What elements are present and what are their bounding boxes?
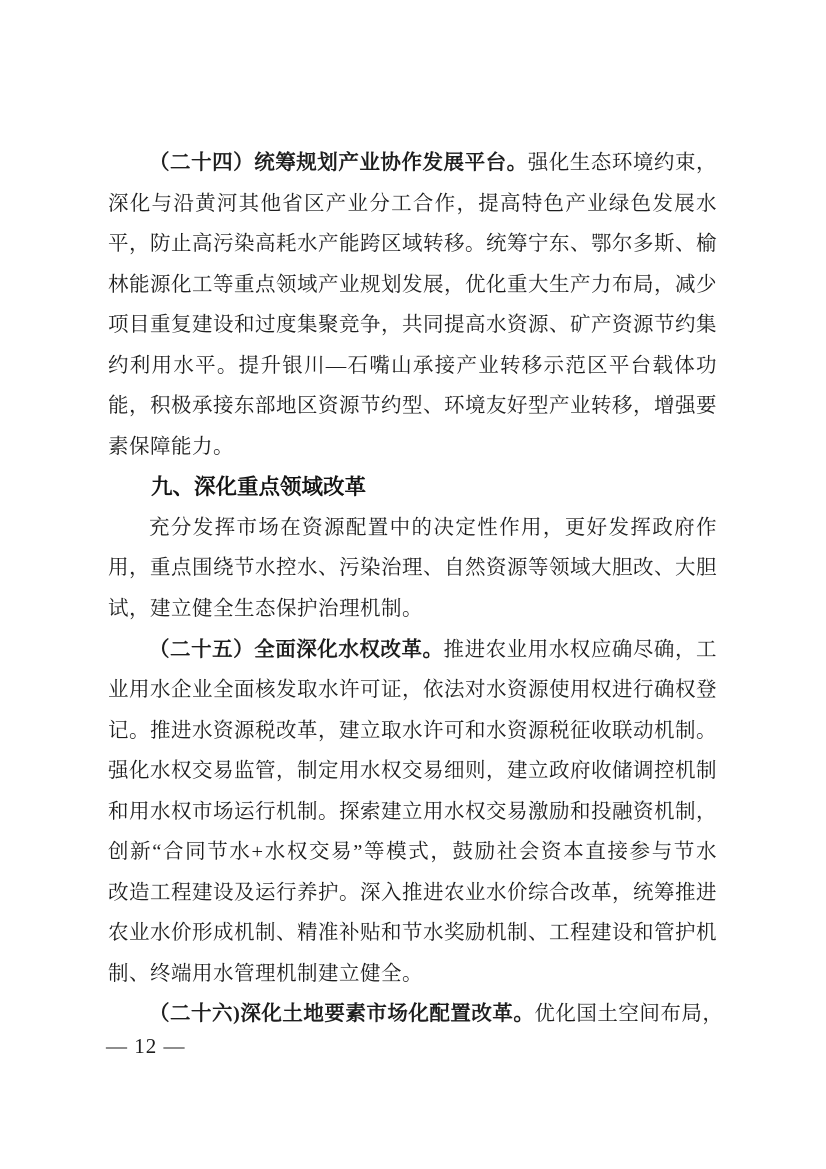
paragraph-lead-bold: （二十六)深化土地要素市场化配置改革。 [149, 1003, 535, 1026]
text-line [108, 346, 717, 387]
paragraph-text: 平，防止高污染高耗水产能跨区域转移。统筹宁东、鄂尔多斯、榆 [108, 233, 717, 256]
para-market-decisive-role [108, 508, 717, 630]
text-line [108, 913, 717, 954]
paragraph-text: 项目重复建设和过度集聚竞争，共同提高水资源、矿产资源节约集 [108, 314, 717, 337]
text-line [108, 954, 717, 995]
text-line [108, 305, 717, 346]
text-line [108, 792, 717, 833]
paragraph-text: 强化水权交易监管，制定用水权交易细则，建立政府收储调控机制 [108, 760, 717, 783]
paragraph-text: 试，建立健全生态保护治理机制。 [108, 598, 423, 621]
text-line [108, 711, 717, 752]
text-line [108, 670, 717, 711]
paragraph-text: 林能源化工等重点领域产业规划发展，优化重大生产力布局，减少 [108, 273, 717, 296]
text-line [108, 751, 717, 792]
text-line [108, 873, 717, 914]
section-heading-9: 九、深化重点领域改革 [151, 475, 367, 500]
text-line [108, 224, 717, 265]
paragraph-text: 深化与沿黄河其他省区产业分工合作，提高特色产业绿色发展水 [108, 192, 717, 215]
text-line [108, 184, 717, 225]
text-line [108, 143, 717, 184]
paragraph-lead-bold: （二十四）统筹规划产业协作发展平台。 [149, 152, 528, 174]
text-line [108, 386, 717, 427]
text-line [108, 832, 717, 873]
paragraph-text: 用，重点围绕节水控水、污染治理、自然资源等领域大胆改、大胆 [108, 557, 717, 580]
paragraph-text: 改造工程建设及运行养护。深入推进农业水价综合改革，统筹推进 [108, 881, 717, 904]
text-line [108, 994, 724, 1035]
paragraph-text: 业用水企业全面核发取水许可证，依法对水资源使用权进行确权登 [108, 679, 717, 702]
paragraph-text: 约利用水平。提升银川—石嘴山承接产业转移示范区平台载体功 [108, 354, 717, 377]
page-number: — 12 — [106, 1034, 186, 1058]
text-line [108, 508, 717, 549]
paragraph-text: 充分发挥市场在资源配置中的决定性作用，更好发挥政府作 [149, 516, 717, 539]
para-item-24 [108, 143, 717, 467]
para-item-26 [108, 994, 724, 1035]
paragraph-lead-bold: （二十五）全面深化水权改革。 [149, 638, 444, 661]
paragraph-text: 创新“合同节水+水权交易”等模式，鼓励社会资本直接参与节水 [108, 841, 717, 864]
paragraph-text: 素保障能力。 [108, 435, 234, 458]
text-line [108, 265, 717, 306]
paragraph-text: 记。推进水资源税改革，建立取水许可和水资源税征收联动机制。 [108, 719, 717, 742]
paragraph-text: 能，积极承接东部地区资源节约型、环境友好型产业转移，增强要 [108, 395, 717, 418]
text-line [108, 589, 717, 630]
text-line [108, 427, 717, 468]
body-text [108, 143, 724, 1035]
text-line [108, 548, 717, 589]
text-line [108, 630, 717, 671]
paragraph-text: 强化生态环境约束， [527, 152, 718, 174]
paragraph-text: 和用水权市场运行机制。探索建立用水权交易激励和投融资机制， [108, 800, 717, 823]
paragraph-text: 农业水价形成机制、精准补贴和节水奖励机制、工程建设和管护机 [108, 922, 717, 945]
paragraph-text: 制、终端用水管理机制建立健全。 [108, 962, 423, 985]
paragraph-text: 推进农业用水权应确尽确，工 [443, 638, 718, 661]
para-item-25 [108, 630, 717, 995]
paragraph-text: 优化国土空间布局， [534, 1003, 724, 1026]
